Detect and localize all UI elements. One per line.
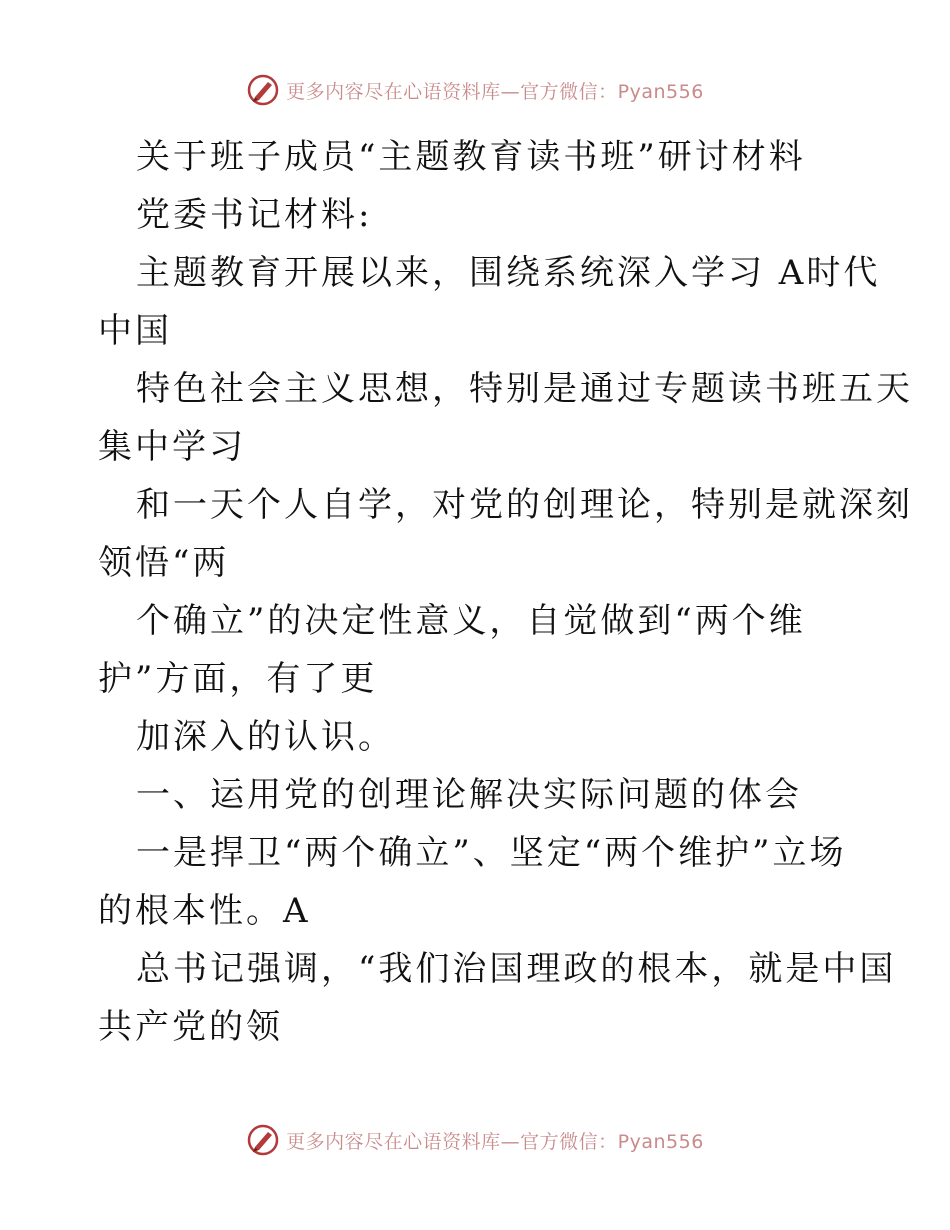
text-line: 一、运用党的创理论解决实际问题的体会: [136, 775, 802, 815]
text-line: 领悟“两: [98, 543, 230, 583]
watermark-text: 更多内容尽在心语资料库—官方微信：Pyan556: [286, 1130, 704, 1153]
text-line: 个确立”的决定性意义，自觉做到“两个维: [136, 601, 806, 641]
watermark-text: 更多内容尽在心语资料库—官方微信：Pyan556: [286, 80, 704, 103]
text-line: 中国: [98, 311, 172, 351]
text-line: 关于班子成员“主题教育读书班”研讨材料: [136, 137, 806, 177]
text-line: 的根本性。A: [98, 891, 311, 931]
text-line: 总书记强调，“我们治国理政的根本，就是中国: [136, 949, 897, 989]
footer-watermark: [0, 1120, 950, 1160]
document-body: [98, 128, 913, 1056]
pen-logo-icon: [246, 1123, 280, 1157]
header-watermark: [0, 70, 950, 110]
text-line: 护”方面，有了更: [98, 659, 378, 699]
text-line: 一是捍卫“两个确立”、坚定“两个维护”立场: [136, 833, 847, 873]
text-line: 主题教育开展以来，围绕系统深入学习 A时代: [136, 253, 881, 293]
text-line: 加深入的认识。: [136, 717, 395, 757]
text-line: 共产党的领: [98, 1007, 283, 1047]
text-line: 党委书记材料:: [136, 195, 373, 235]
text-line: 集中学习: [98, 427, 246, 467]
pen-logo-icon: [246, 73, 280, 107]
text-line: 特色社会主义思想，特别是通过专题读书班五天: [136, 369, 913, 409]
text-line: 和一天个人自学，对党的创理论，特别是就深刻: [136, 485, 913, 525]
